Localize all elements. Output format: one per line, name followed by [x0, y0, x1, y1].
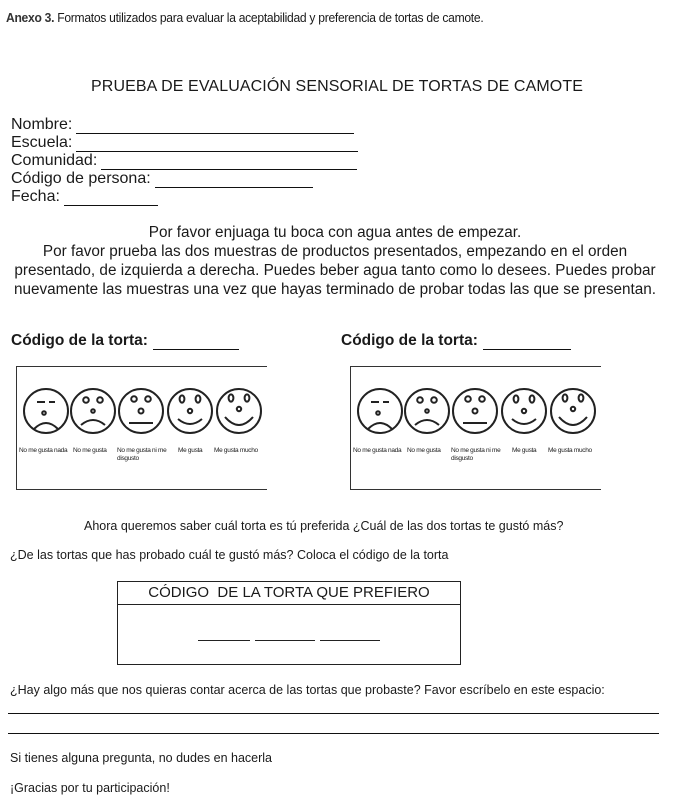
annex-caption: [6, 10, 483, 25]
very-sad-face-icon[interactable]: [358, 389, 402, 433]
escuela-label: Escuela:: [11, 134, 73, 151]
comment-line-2[interactable]: [8, 733, 659, 734]
sample-code-left-blank[interactable]: [153, 335, 239, 350]
closing-thanks: ¡Gracias por tu participación!: [10, 781, 170, 795]
escuela-field[interactable]: [11, 134, 358, 152]
nombre-blank[interactable]: [76, 119, 354, 134]
scale-label-4: Me gusta: [512, 447, 537, 454]
scale-label-1: No me gusta nada: [353, 447, 402, 454]
scale-label-2: No me gusta: [73, 447, 107, 454]
nombre-field[interactable]: [11, 116, 354, 134]
preference-question: ¿De las tortas que has probado cuál te gustó más? Coloca el código de la torta: [10, 548, 449, 562]
hedonic-faces-left: [17, 367, 267, 447]
sad-face-icon[interactable]: [71, 389, 115, 433]
very-sad-face-icon[interactable]: [24, 389, 68, 433]
page-title: PRUEBA DE EVALUACIÓN SENSORIAL DE TORTAS DE CAMOTE: [91, 78, 583, 95]
comment-line-1[interactable]: [8, 713, 659, 714]
scale-label-5: Me gusta mucho: [548, 447, 592, 454]
codigo-persona-blank[interactable]: [155, 173, 313, 188]
sample-code-left-label: Código de la torta:: [11, 332, 148, 349]
annex-label: Anexo 3.: [6, 10, 55, 25]
neutral-face-icon[interactable]: [119, 389, 163, 433]
big-smile-face-icon[interactable]: [217, 389, 261, 433]
hedonic-faces-right: [351, 367, 601, 447]
escuela-blank[interactable]: [76, 137, 358, 152]
scale-label-3: No me gusta ni me disgusto: [117, 447, 167, 462]
sad-face-icon[interactable]: [405, 389, 449, 433]
instruction-rinse: Por favor enjuaga tu boca con agua antes de empezar.: [148, 224, 522, 241]
closing-questions: Si tienes alguna pregunta, no dudes en hacerla: [10, 751, 272, 765]
scale-label-3: No me gusta ni me disgusto: [451, 447, 501, 462]
preference-intro: Ahora queremos saber cuál torta es tú preferida ¿Cuál de las dos tortas te gustó más?: [84, 519, 564, 533]
scale-label-5: Me gusta mucho: [214, 447, 258, 454]
hedonic-scale-left: [16, 366, 267, 490]
hedonic-scale-right: [350, 366, 601, 490]
preferred-code-blank-3[interactable]: [320, 639, 380, 641]
neutral-face-icon[interactable]: [453, 389, 497, 433]
preferred-code-blank-1[interactable]: [198, 639, 250, 641]
sample-code-left[interactable]: [11, 332, 239, 350]
sample-code-right[interactable]: [341, 332, 571, 350]
scale-label-4: Me gusta: [178, 447, 203, 454]
preferred-code-header: CÓDIGO DE LA TORTA QUE PREFIERO: [118, 582, 460, 605]
comments-question: ¿Hay algo más que nos quieras contar acerca de las tortas que probaste? Favor escríbelo en este espacio:: [10, 683, 605, 697]
sample-code-right-label: Código de la torta:: [341, 332, 478, 349]
fecha-label: Fecha:: [11, 188, 60, 205]
fecha-field[interactable]: [11, 188, 158, 206]
smile-face-icon[interactable]: [502, 389, 546, 433]
annex-caption-text: Formatos utilizados para evaluar la aceptabilidad y preferencia de tortas de camote.: [54, 10, 484, 25]
big-smile-face-icon[interactable]: [551, 389, 595, 433]
sample-code-right-blank[interactable]: [483, 335, 571, 350]
codigo-persona-label: Código de persona:: [11, 170, 151, 187]
comunidad-blank[interactable]: [101, 155, 357, 170]
preferred-code-blank-2[interactable]: [255, 639, 315, 641]
codigo-persona-field[interactable]: [11, 170, 313, 188]
smile-face-icon[interactable]: [168, 389, 212, 433]
instruction-paragraph: Por favor prueba las dos muestras de productos presentados, empezando en el orden presentado, de izquierda a derecha. Puedes beber agua tanto como lo desees. Puedes probar nuevamente las muestras una vez que hayas terminado de probar todas las que se presentan.: [13, 243, 656, 298]
comunidad-field[interactable]: [11, 152, 357, 170]
preferred-code-box[interactable]: [117, 581, 461, 665]
fecha-blank[interactable]: [64, 191, 158, 206]
scale-label-1: No me gusta nada: [19, 447, 68, 454]
nombre-label: Nombre:: [11, 116, 73, 133]
comunidad-label: Comunidad:: [11, 152, 98, 169]
scale-label-2: No me gusta: [407, 447, 441, 454]
